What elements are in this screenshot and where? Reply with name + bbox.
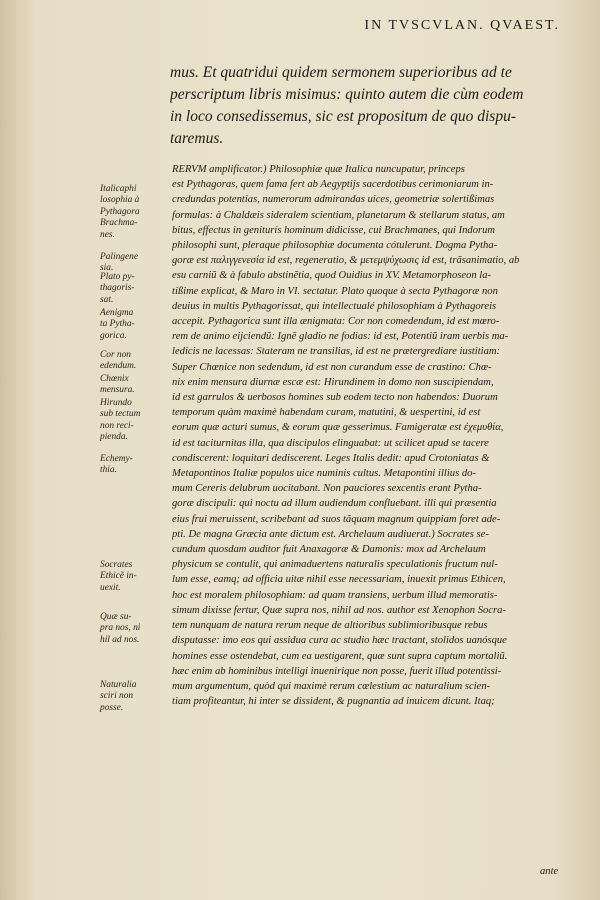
commentary-line: lum esse, eamq; ad officia uitæ nihil esse necessariam, inuexit primus Ethicen, [172,574,506,586]
commentary-line: esu carniũ & à fabulo abstinẽtia, quod Ouidius in XV. Metamorphoseon la- [172,270,492,282]
commentary-line: deuius in multis Pythagorissat, qui intellectualé philosophiam à Pythagoreis [172,300,497,312]
intro-line: perscriptum libris misimus: quinto autem die cùm eodem [170,86,524,103]
commentary-line: bitus, effectus in geniturís hominum didicisse, cui Brachmanes, qui Indorum [172,224,496,236]
commentary-line: disputasse: imo eos qui assidua cura ac studio hæc tractant, stolidos uanósque [172,635,507,647]
margin-note-aenigmata [100,308,166,342]
commentary-line: hæc enim ab hominibus intelligi inuenirique non posse, fuerit illud potentissi- [172,665,502,677]
margin-note-line: Naturalia [100,680,137,690]
margin-note-line: Ethicẽ in- [100,571,137,582]
margin-note-line: Quæ su- [100,612,132,622]
commentary-line: temporum quàm maximè habendam curam, matutini, & uespertini, id est [172,407,481,419]
margin-note-line: sciri non [100,691,134,702]
margin-note-line: Plato py- [100,272,135,282]
commentary-line: id est garrulos & uerbosos homines sub eodem tecto non habendos: Duorum [172,392,498,404]
running-head: IN TVSCVLAN. QVAEST. [364,18,560,33]
margin-note-line: gorica. [100,330,127,341]
margin-note-line: nes. [100,229,115,240]
catchword: ante [540,866,559,877]
margin-note-line: Aenigma [100,308,134,318]
intro-line: mus. Et quatridui quidem sermonem superioribus ad te [170,64,512,81]
commentary-line: philosophi sunt, pleraque philosophiæ documenta cótulerunt. Dogma Pytha- [172,240,498,252]
margin-note-line: posse. [100,702,124,713]
margin-note-line: Socrates [100,560,133,570]
margin-note-line: pienda. [100,432,128,443]
commentary-line: tißime explicat, & Maro in VI. sectatur. Plato quoque à secta Pythagoræ non [172,285,498,297]
margin-note-line: mensura. [100,385,135,396]
margin-note-cor [100,350,166,373]
margin-note-line: losophia à [100,195,140,206]
margin-note-line: thagoris- [100,283,135,294]
margin-note-plato [100,272,166,306]
margin-note-naturalia [100,680,166,714]
margin-note-line: non reci- [100,420,134,431]
commentary-line: accepit. Pythagorica sunt illa ænigmata: Cor non comedendum, id est mœro- [172,316,500,328]
margin-note-line: hil ad nos. [100,634,140,645]
margin-note-quae-supra [100,612,166,646]
commentary-line: eorum quæ acturi sumus, & eorum quæ gesserimus. Famigeratæ est ἐχεμυθία, [172,422,504,434]
margin-note-line: sia. [100,263,114,274]
commentary-line: physicum se contulit, qui animaduertens naturalis speculationis fructum nul- [172,559,498,571]
margin-note-line: Palingene [100,252,139,262]
commentary-line: rem de animo eijciendũ: Ignẽ gladio ne fodias: id est, Potentiũ iram uerbis ma- [172,331,509,343]
margin-note-socrates [100,560,166,594]
commentary-line: tem nunquam de natura rerum neque de altioribus sublimioribusque rebus [172,620,488,632]
commentary-line: est Pythagoras, quem fama fert ab Aegyptijs sacerdotibus cerimoniarum in- [172,179,494,191]
commentary-line: condiscerent: loquitari dediscerent. Leges Italis dedit: apud Crotoniatas & [172,452,490,464]
commentary-line: id est taciturnitas illa, qua discipulos elinguabat: ut scilicet apud se tacere [172,437,489,449]
margin-note-line: Brachma- [100,218,138,229]
margin-note-line: pra nos, ni [100,623,141,634]
margin-note-italica [100,184,166,241]
intro-text [170,62,570,150]
margin-note-line: Echemy- [100,454,133,464]
margin-note-hirundo [100,398,166,444]
commentary-line: Metapontinos Italiæ populos uice numinis cultus. Metapontini illius do- [172,468,476,480]
margin-note-line: Pythagora [100,206,140,217]
commentary-line: homines esse ostendebat, cum ea uestigarent, quæ sunt supra captum mortaliũ. [172,650,508,662]
commentary-line: cundum quosdam auditor fuit Anaxagoræ & Damonis: mox ad Archelaum [172,544,486,556]
commentary-line: RERVM amplificator.) Philosophiæ quæ Italica nuncupatur, princeps [172,164,465,175]
commentary-line: goræ discipuli: qui noctu ad illum audiendum confluebant. illi qui præsentia [172,498,497,510]
commentary-line: credundas potentias, numerorum admirandas uices, geometriæ solertißimas [172,194,495,206]
intro-line: taremus. [170,130,224,147]
margin-note-line: uexit. [100,582,121,593]
commentary-line: nix enim mensura diurnæ escæ est: Hirundinem in domo non suscipiendam, [172,376,494,388]
margin-note-line: sub tectum [100,409,141,420]
margin-note-line: ta Pytha- [100,319,135,330]
commentary-line: mum Cereris delubrum uocitabant. Non pauciores sexcentis erant Pytha- [172,483,482,495]
margin-note-line: edendum. [100,361,137,372]
margin-note-line: Cor non [100,350,131,360]
commentary-line: simum dixisse fertur, Quæ supra nos, nihil ad nos. author est Xenophon Socra- [172,604,506,616]
margin-note-line: sat. [100,294,114,305]
intro-line: in loco consedissemus, sic est propositum de quo dispu- [170,108,516,125]
commentary-line: hoc est moralem philosophiam: ad quam transiens, uerbum illud memoratis- [172,589,498,601]
margin-note-echemythia [100,454,166,477]
margin-note-line: Italicaphi [100,184,137,194]
commentary-line: pti. De magna Græcia ante dictum est. Archelaum audiuerat.) Socrates se- [172,528,489,540]
commentary-line: ledicis ne lacessas: Stateram ne transilias, id est ne prætergrediare iustitiam: [172,346,501,358]
commentary-line: mum argumentum, quòd qui maximè rerum cœlestium ac naturalium scien- [172,680,491,692]
commentary-line: formulas: à Chaldæis sideralem scientiam, planetarum & stellarum status, am [172,209,505,221]
margin-note-choenix [100,374,166,397]
commentary-line: tiam profiteantur, hi inter se dissident, & pugnantia ad inuicem dicunt. Itaq; [172,696,495,708]
commentary-line: eius frui meruissent, scribebant ad suos tãquam magnum quippiam foret ade- [172,513,501,525]
margin-note-line: Chœnix [100,374,129,384]
margin-note-line: thia. [100,465,117,476]
commentary-line: Super Chœnice non sedendum, id est non curandum esse de crastino: Chœ- [172,361,492,373]
commentary-line: goræ est παλιγγενεσία id est, regeneratio, & μετεμψύχωσις id est, trãsanimatio, ab [172,255,520,267]
commentary-text [172,162,572,709]
margin-note-line: Hirundo [100,398,132,408]
